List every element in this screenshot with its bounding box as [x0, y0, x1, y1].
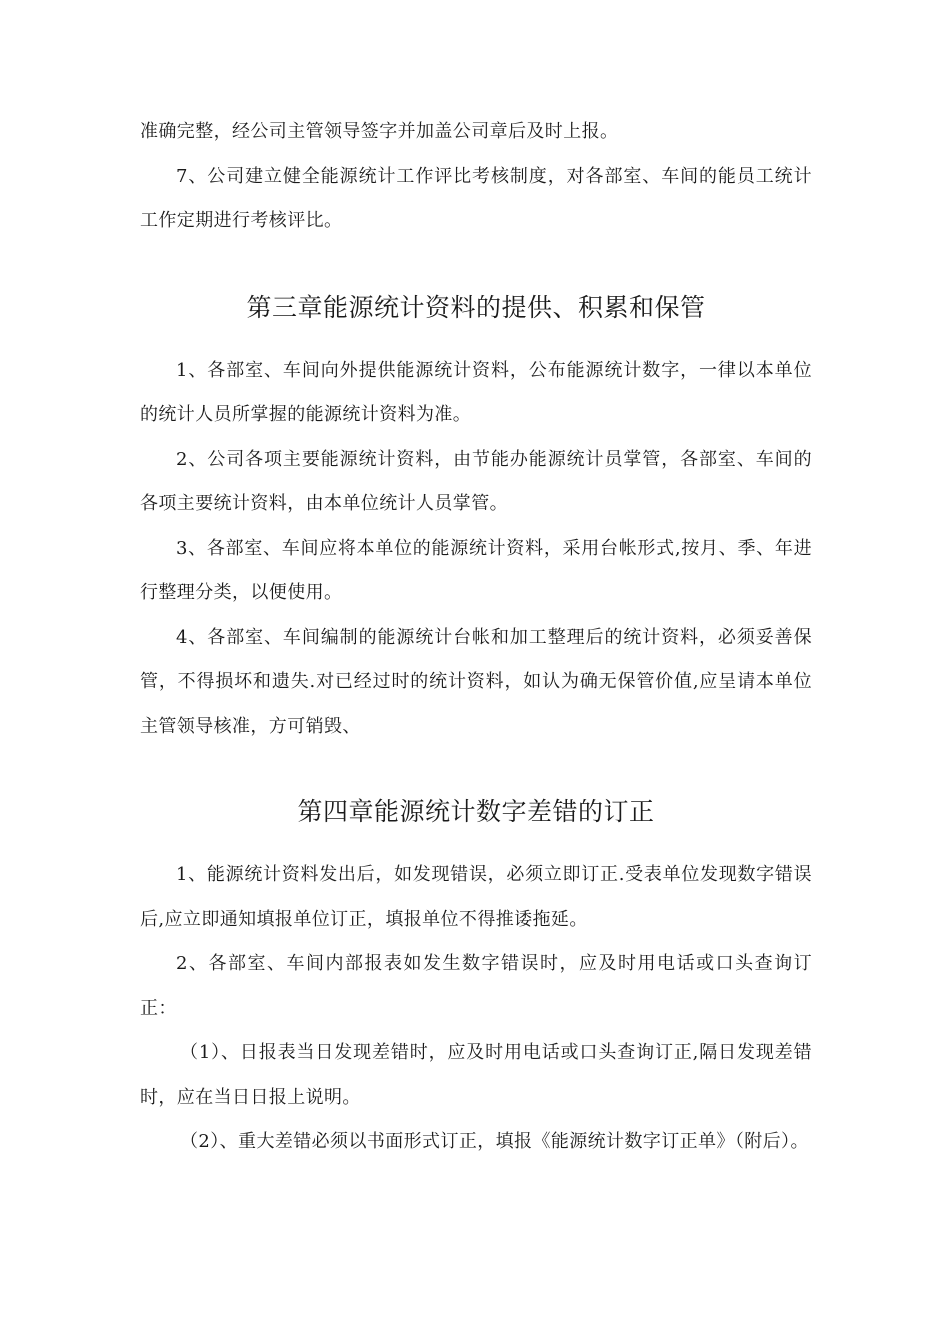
- paragraph-continued: 准确完整，经公司主管领导签字并加盖公司章后及时上报。: [140, 121, 619, 142]
- chapter-3-paragraph-3: 3、各部室、车间应将本单位的能源统计资料，采用台帐形式,按月、季、年进行整理分类，以便使用。: [140, 537, 812, 603]
- chapter-3-paragraph-2: 2、公司各项主要能源统计资料，由节能办能源统计员掌管，各部室、车间的各项主要统计资料，由本单位统计人员掌管。: [140, 448, 812, 514]
- chapter-4-paragraph-2: 2、各部室、车间内部报表如发生数字错误时，应及时用电话或口头查询订正：: [140, 953, 812, 1019]
- chapter-3-title: 第三章能源统计资料的提供、积累和保管: [246, 292, 706, 322]
- chapter-3-paragraph-1: 1、各部室、车间向外提供能源统计资料，公布能源统计数字，一律以本单位的统计人员所掌握的能源统计资料为准。: [140, 359, 812, 425]
- chapter-4-subitem-1: （1）、日报表当日发现差错时，应及时用电话或口头查询订正,隔日发现差错时，应在当日日报上说明。: [140, 1042, 812, 1108]
- chapter-4-title: 第四章能源统计数字差错的订正: [297, 797, 655, 826]
- chapter-4-paragraph-1: 1、能源统计资料发出后，如发现错误，必须立即订正.受表单位发现数字错误后,应立即通知填报单位订正，填报单位不得推诿拖延。: [140, 864, 812, 930]
- chapter-4-subitem-2: （2）、重大差错必须以书面形式订正，填报《能源统计数字订正单》（附后）。: [180, 1131, 809, 1152]
- chapter-3-paragraph-4: 4、各部室、车间编制的能源统计台帐和加工整理后的统计资料，必须妥善保管，不得损坏和遗失.对已经过时的统计资料，如认为确无保管价值,应呈请本单位主管领导核准，方可销毁、: [140, 626, 812, 737]
- paragraph-item-7: 7、公司建立健全能源统计工作评比考核制度，对各部室、车间的能员工统计工作定期进行考核评比。: [140, 165, 812, 231]
- document-page: [140, 110, 812, 1165]
